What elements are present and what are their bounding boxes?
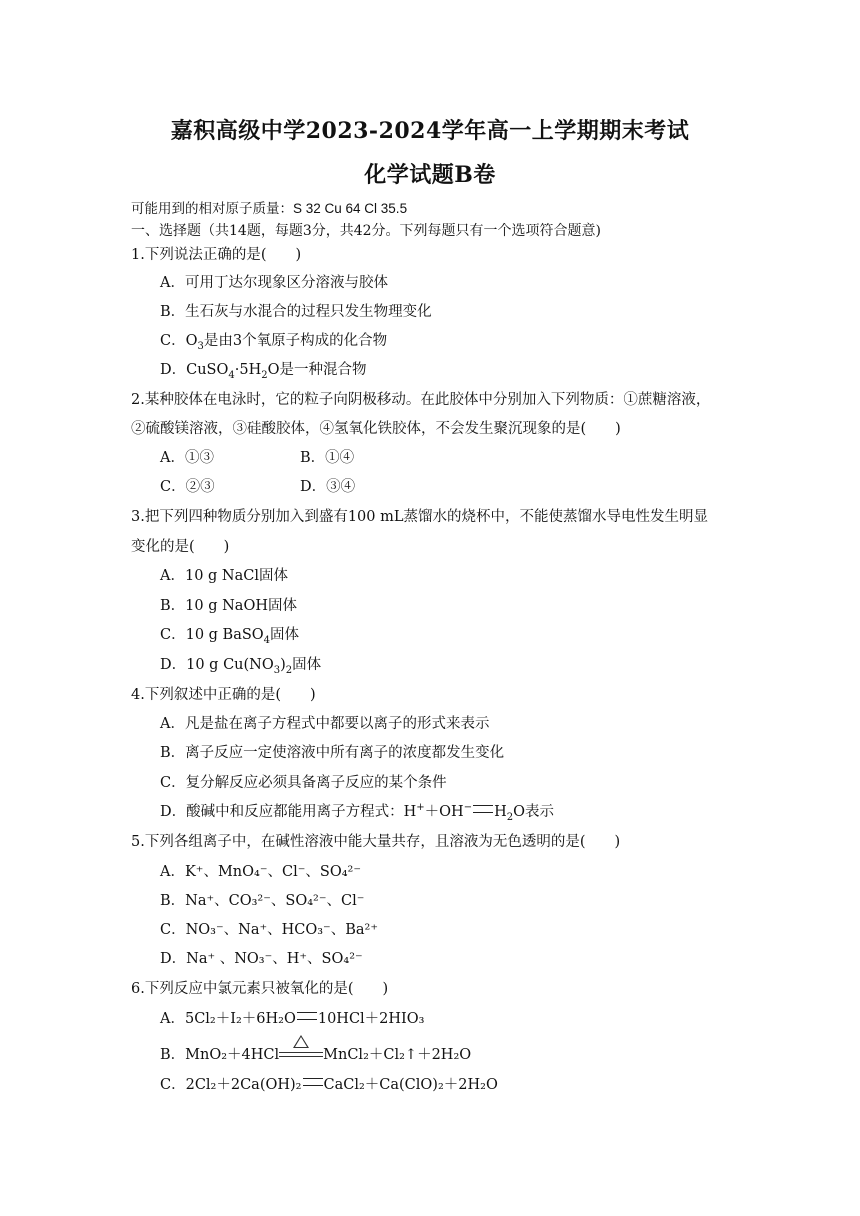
q1-option-c: C．$O_3$是由3个氧原子构成的化合物 [160,333,388,352]
q3-option-a: A．10 g NaCl固体 [160,568,288,584]
exam-subtitle: 化学试题B卷 [364,162,496,188]
q6-option-b: B．MnO₂＋4HCl MnCl₂＋Cl₂↑＋2H₂O [160,1043,471,1064]
q6-stem: 6.下列反应中氯元素只被氧化的是( ) [131,981,389,997]
q3-option-c: C．10 g BaSO$_4$固体 [160,627,300,646]
q1-option-b: B．生石灰与水混合的过程只发生物理变化 [160,304,432,320]
equals-sign [297,1012,317,1020]
q1-stem: 1.下列说法正确的是( ) [131,247,302,263]
equals-sign [473,805,493,813]
q3-option-d: D．10 g $Cu(NO_3)_2$固体 [160,657,322,676]
q2-option-b: B．①④ [300,450,355,466]
q1-option-a: A．可用丁达尔现象区分溶液与胶体 [160,275,388,291]
heat-triangle-icon [293,1035,309,1048]
q4-stem: 4.下列叙述中正确的是( ) [131,687,316,703]
q3-stem-line1: 3.把下列四种物质分别加入到盛有100 mL蒸馏水的烧杯中，不能使蒸馏水导电性发生明显 [131,509,708,525]
atomic-masses-note: 可能用到的相对原子质量：S 32 Cu 64 Cl 35.5 [131,201,408,216]
q3-stem-line2: 变化的是( ) [131,539,230,555]
heating-condition-sign [279,1047,323,1061]
q4-option-b: B．离子反应一定使溶液中所有离子的浓度都发生变化 [160,745,505,761]
q5-option-a: A．K⁺、MnO₄⁻、Cl⁻、SO₄²⁻ [160,864,361,880]
q2-stem-line1: 2.某种胶体在电泳时，它的粒子向阴极移动。在此胶体中分别加入下列物质：①蔗糖溶液， [131,392,711,408]
q2-option-c: C．②③ [160,479,215,495]
exam-title: 嘉积高级中学2023-2024学年高一上学期期末考试 [170,118,690,144]
q3-option-b: B．10 g NaOH固体 [160,598,297,614]
q2-option-d: D．③④ [300,479,356,495]
q6-option-c: C．2Cl₂＋2Ca(OH)₂ CaCl₂＋Ca(ClO)₂＋2H₂O [160,1077,498,1093]
q4-option-c: C．复分解反应必须具备离子反应的某个条件 [160,775,447,791]
q4-option-a: A．凡是盐在离子方程式中都要以离子的形式来表示 [160,716,490,732]
q4-option-d: D．酸碱中和反应都能用离子方程式：H+＋OH− $H_2O$表示 [160,802,555,823]
q2-option-a: A．①③ [160,450,214,466]
q5-option-c: C．NO₃⁻、Na⁺、HCO₃⁻、Ba²⁺ [160,922,378,938]
q2-stem-line2: ②硫酸镁溶液，③硅酸胶体，④氢氧化铁胶体，不会发生聚沉现象的是( ) [131,421,621,437]
q5-stem: 5.下列各组离子中，在碱性溶液中能大量共存，且溶液为无色透明的是( ) [131,834,621,850]
equals-sign [303,1078,323,1086]
q5-option-b: B．Na⁺、CO₃²⁻、SO₄²⁻、Cl⁻ [160,893,365,909]
q1-option-d: D．$CuSO_4\cdot 5H_2O$是一种混合物 [160,362,367,381]
section-heading: 一、选择题（共14题，每题3分，共42分。下列每题只有一个选项符合题意) [131,223,601,239]
q6-option-a: A．5Cl₂＋I₂＋6H₂O 10HCl＋2HIO₃ [160,1011,425,1027]
q5-option-d: D．Na⁺ 、NO₃⁻、H⁺、SO₄²⁻ [160,951,363,967]
